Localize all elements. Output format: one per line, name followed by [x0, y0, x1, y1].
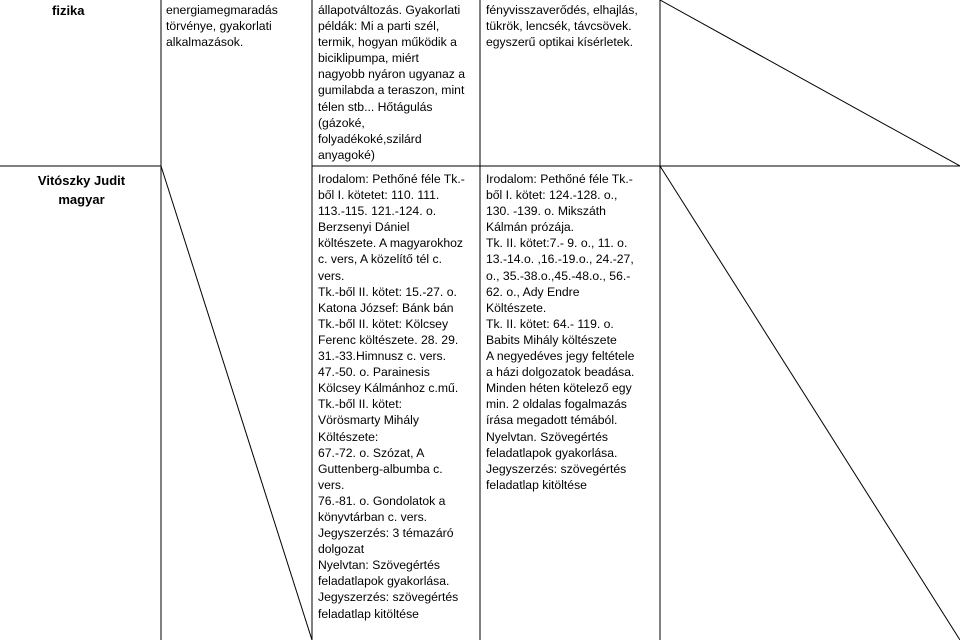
subject-physics: fizika	[52, 3, 85, 18]
physics-topic: energiamegmaradás törvénye, gyakorlati alkalmazások.	[166, 3, 278, 50]
physics-homework: fényvisszaverődés, elhajlás, tükrök, lencsék, távcsövek. egyszerű optikai kísérletek.	[486, 3, 638, 50]
hungarian-content: Irodalom: Pethőné féle Tk.- ből I. kötetet: 110. 111. 113.-115. 121.-124. o. Berzsenyi Dániel költészete. A magyarokhoz c. vers, A közelítő tél c. vers. Tk.-ből II. kötet: 15.-27. o. Katona József: Bánk bán Tk.-ből II. kötet: Kölcsey Ferenc költészete. 28. 29. 31.-33.Himnusz c. vers. 47.-50. o. Parainesis Kölcsey Kálmánhoz c.mű. Tk.-ből II. kötet: Vörösmarty Mihály Költészete: 67.-72. o. Szózat, A Guttenberg-albumba c. vers. 76.-81. o. Gondolatok a könyvtárban c. vers. Jegyszerzés: 3 témazáró dolgozat Nyelvtan: Szövegértés feladatlapok gyakorlása. Jegyszerzés: szövegértés feladatlap kitöltése	[318, 172, 465, 621]
teacher-name-subject: Vitószky Judit magyar	[37, 173, 126, 207]
strike-line-col2	[161, 166, 312, 640]
hungarian-homework: Irodalom: Pethőné féle Tk.- ből I. kötet: 124.-128. o., 130. -139. o. Mikszáth Kálmán prózája. Tk. II. kötet:7.- 9. o., 11. o. 13.-14.o. ,16.-19.o., 24.-27, o., 35.-38.o.,45.-48.o., 56.- 62. o., Ady Endre Költészete. Tk. II. kötet: 64.- 119. o. Babits Mihály költészete A negyedéves jegy feltétele a házi dolgozatok beadása. Minden héten kötelező egy min. 2 oldalas fogalmazás írása megadott témából. Nyelvtan. Szövegértés feladatlapok gyakorlása. Jegyszerzés: szövegértés feladatlap kitöltése	[486, 172, 635, 492]
strike-line-col5-top	[660, 0, 960, 166]
physics-content: állapotváltozás. Gyakorlati példák: Mi a parti szél, termik, hogyan működik a biciklipumpa, miért nagyobb nyáron ugyanaz a gumilabda a teraszon, mint télen stb... Hőtágulás (gázoké, folyadékoké,szilárd anyagoké)	[318, 3, 466, 162]
strike-line-col5-bottom	[660, 166, 960, 640]
